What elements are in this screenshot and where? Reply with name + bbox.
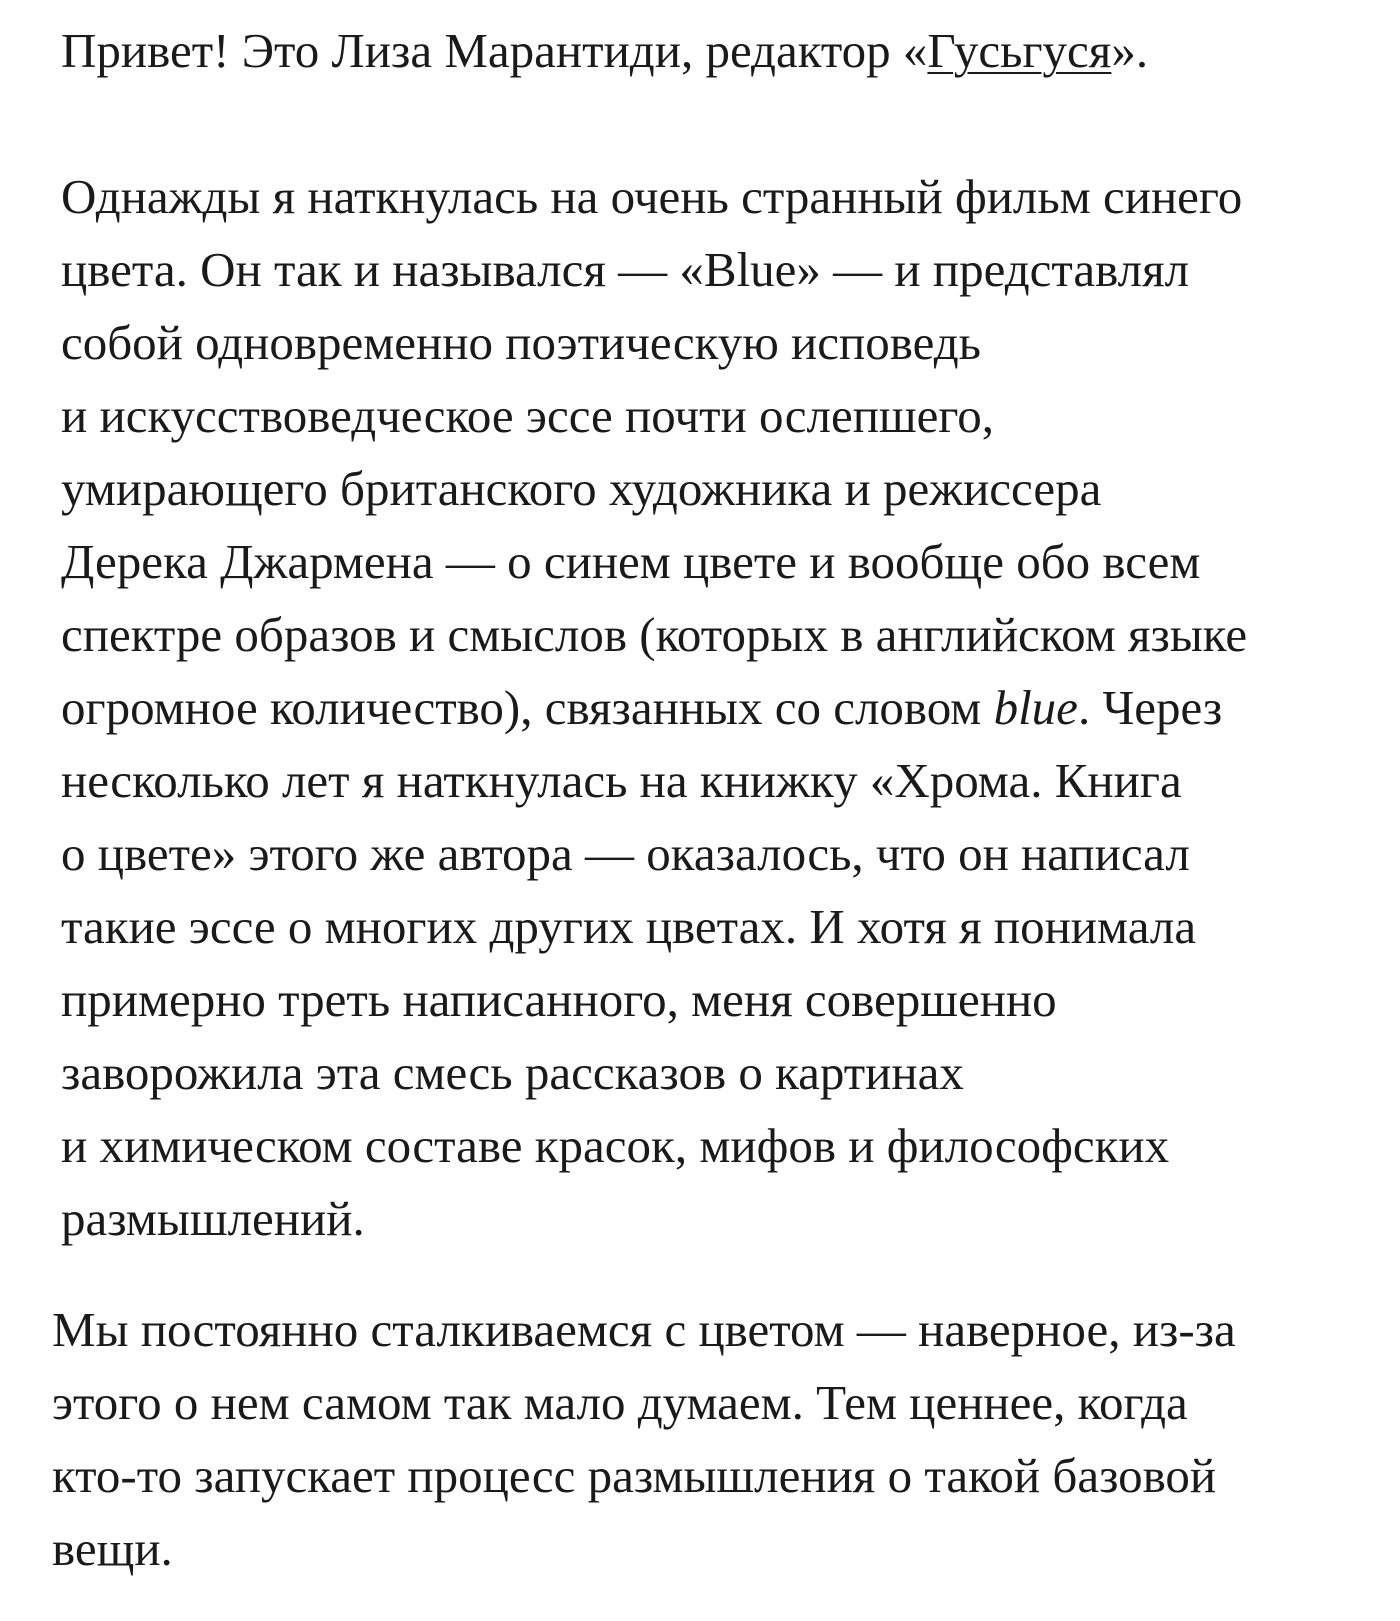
paragraph-line: цвета. Он так и назывался — «Blue» — и представлял: [61, 242, 1190, 297]
paragraph-line: несколько лет я наткнулась на книжку «Хрома. Книга: [61, 753, 1182, 808]
paragraph-line: о цвете» этого же автора — оказалось, что он написал: [61, 826, 1190, 881]
paragraph-line: размышлений.: [61, 1191, 365, 1246]
paragraph-line: заворожила эта смесь рассказов о картинах: [61, 1045, 964, 1100]
paragraph-line: и искусствоведческое эссе почти ослепшего,: [61, 388, 995, 443]
greeting-paragraph: [61, 14, 1148, 87]
gusgus-link[interactable]: Гусьгуся: [927, 23, 1112, 78]
intro-paragraph: [61, 160, 1247, 1255]
italic-word-blue: blue: [993, 680, 1078, 735]
line-text: огромное количество), связанных со словом: [61, 680, 994, 735]
paragraph-line-with-italic: [61, 671, 1247, 744]
greeting-text: Привет! Это Лиза Марантиди, редактор «: [61, 23, 928, 78]
paragraph-line: умирающего британского художника и режиссера: [61, 461, 1102, 516]
paragraph-line: примерно треть написанного, меня совершенно: [61, 972, 1057, 1027]
paragraph-line: кто-то запускает процесс размышления о такой базовой: [52, 1448, 1217, 1503]
paragraph-line: этого о нем самом так мало думаем. Тем ценнее, когда: [52, 1375, 1188, 1430]
paragraph-line: такие эссе о многих других цветах. И хотя я понимала: [61, 899, 1197, 954]
greeting-text-end: ».: [1111, 23, 1149, 78]
paragraph-line: Дерека Джармена — о синем цвете и вообще обо всем: [61, 534, 1201, 589]
paragraph-line: спектре образов и смыслов (которых в английском языке: [61, 607, 1248, 662]
paragraph-line: Однажды я наткнулась на очень странный фильм синего: [61, 169, 1243, 224]
paragraph-line: собой одновременно поэтическую исповедь: [61, 315, 981, 370]
paragraph-line: и химическом составе красок, мифов и философских: [61, 1118, 1170, 1173]
paragraph-line: вещи.: [52, 1521, 173, 1576]
paragraph-line: Мы постоянно сталкиваемся с цветом — наверное, из-за: [52, 1302, 1236, 1357]
closing-paragraph: [52, 1293, 1236, 1585]
line-text: . Через: [1077, 680, 1223, 735]
